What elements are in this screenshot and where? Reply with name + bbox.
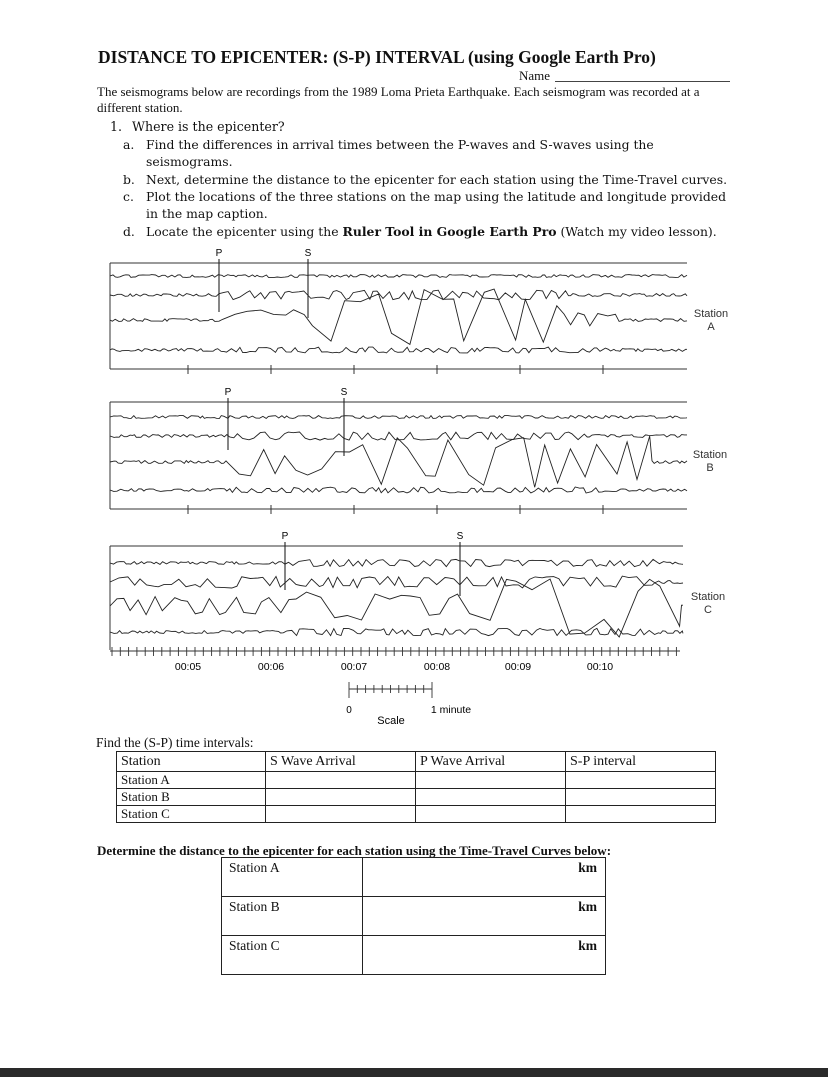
sp-table-caption: Find the (S-P) time intervals: bbox=[96, 735, 254, 750]
table-row bbox=[117, 772, 716, 789]
scale-ticks bbox=[349, 682, 432, 698]
table-row bbox=[222, 858, 606, 897]
sp-interval-cell[interactable] bbox=[566, 806, 716, 823]
station-cell: Station A bbox=[117, 772, 266, 789]
step-letter: c. bbox=[123, 189, 134, 204]
s-marker: S bbox=[456, 531, 464, 542]
name-label: Name bbox=[519, 68, 551, 83]
p-wave-cell[interactable] bbox=[416, 806, 566, 823]
step-text-after: (Watch my video lesson). bbox=[556, 224, 717, 239]
intro-paragraph: The seismograms below are recordings from the 1989 Loma Prieta Earthquake. Each seismogram was recorded at a different station. bbox=[97, 84, 700, 115]
distance-table-caption: Determine the distance to the epicenter for each station using the Time-Travel Curves below: bbox=[97, 843, 612, 858]
sp-interval-cell[interactable] bbox=[566, 772, 716, 789]
trace-line-3 bbox=[110, 436, 687, 487]
step-text: Find the differences in arrival times between the P-waves and S-waves using the seismograms. bbox=[146, 137, 654, 169]
time-tick-label: 00:08 bbox=[423, 661, 451, 673]
p-wave-cell[interactable] bbox=[416, 772, 566, 789]
bottom-bar bbox=[0, 1068, 828, 1077]
scale-bar bbox=[346, 682, 471, 727]
p-wave-cell[interactable] bbox=[416, 789, 566, 806]
station-letter: B bbox=[706, 462, 714, 474]
distance-input-cell[interactable]: km bbox=[363, 936, 606, 975]
scale-zero: 0 bbox=[346, 705, 352, 716]
trace-line-4 bbox=[110, 487, 687, 493]
step-letter: b. bbox=[123, 172, 135, 187]
trace-line-2 bbox=[110, 290, 687, 300]
trace-line-2 bbox=[110, 576, 683, 588]
time-tick-label: 00:05 bbox=[174, 661, 202, 673]
s-wave-cell[interactable] bbox=[266, 806, 416, 823]
seismogram-station-b bbox=[110, 387, 727, 514]
trace-line-4 bbox=[110, 628, 683, 635]
table-row bbox=[117, 806, 716, 823]
step-text-bold: Ruler Tool in Google Earth Pro bbox=[342, 224, 557, 239]
table-row bbox=[117, 789, 716, 806]
column-header: S Wave Arrival bbox=[266, 752, 416, 772]
time-tick-label: 00:06 bbox=[257, 661, 285, 673]
seismogram-station-a bbox=[110, 248, 728, 374]
s-wave-cell[interactable] bbox=[266, 772, 416, 789]
trace-line-4 bbox=[110, 347, 687, 353]
trace-line-3 bbox=[110, 289, 687, 344]
column-header: Station bbox=[117, 752, 266, 772]
table-row bbox=[222, 897, 606, 936]
station-label: Station bbox=[693, 308, 729, 320]
seismogram-station-c bbox=[110, 531, 725, 650]
time-tick-label: 00:10 bbox=[586, 661, 614, 673]
station-cell: Station B bbox=[222, 897, 363, 936]
scale-label: Scale bbox=[377, 715, 405, 727]
p-marker: P bbox=[281, 531, 289, 542]
column-header: S-P interval bbox=[566, 752, 716, 772]
step-text: Plot the locations of the three stations on the map using the latitude and longitude provided in the map caption. bbox=[146, 189, 727, 221]
time-tick-label: 00:09 bbox=[504, 661, 532, 673]
page-title: DISTANCE TO EPICENTER: (S-P) INTERVAL (using Google Earth Pro) bbox=[98, 47, 656, 67]
trace-line-1 bbox=[110, 416, 687, 419]
station-cell: Station B bbox=[117, 789, 266, 806]
station-label: Station bbox=[692, 449, 728, 461]
scale-end: 1 minute bbox=[430, 704, 472, 716]
s-wave-cell[interactable] bbox=[266, 789, 416, 806]
step-text: Next, determine the distance to the epicenter for each station using the Time-Travel curves. bbox=[146, 172, 728, 187]
table-row bbox=[222, 936, 606, 975]
station-letter: A bbox=[707, 321, 715, 333]
time-tick-label: 00:07 bbox=[340, 661, 368, 673]
question-text: Where is the epicenter? bbox=[132, 119, 285, 134]
distance-table bbox=[221, 857, 606, 975]
trace-line-1 bbox=[110, 559, 683, 566]
step-letter: d. bbox=[123, 224, 135, 239]
column-header: P Wave Arrival bbox=[416, 752, 566, 772]
step-letter: a. bbox=[123, 137, 135, 152]
s-marker: S bbox=[304, 248, 312, 259]
station-cell: Station C bbox=[222, 936, 363, 975]
sp-interval-table bbox=[116, 751, 716, 823]
trace-line-1 bbox=[110, 275, 687, 278]
table-header-row bbox=[117, 752, 716, 772]
s-marker: S bbox=[340, 387, 348, 398]
distance-input-cell[interactable]: km bbox=[363, 858, 606, 897]
station-letter: C bbox=[704, 604, 712, 616]
station-cell: Station A bbox=[222, 858, 363, 897]
question-number: 1. bbox=[110, 119, 123, 134]
p-marker: P bbox=[215, 248, 223, 259]
station-label: Station bbox=[690, 591, 726, 603]
time-axis bbox=[110, 647, 680, 673]
sp-interval-cell[interactable] bbox=[566, 789, 716, 806]
distance-input-cell[interactable]: km bbox=[363, 897, 606, 936]
station-cell: Station C bbox=[117, 806, 266, 823]
step-text-before: Locate the epicenter using the bbox=[146, 224, 343, 239]
p-marker: P bbox=[224, 387, 232, 398]
